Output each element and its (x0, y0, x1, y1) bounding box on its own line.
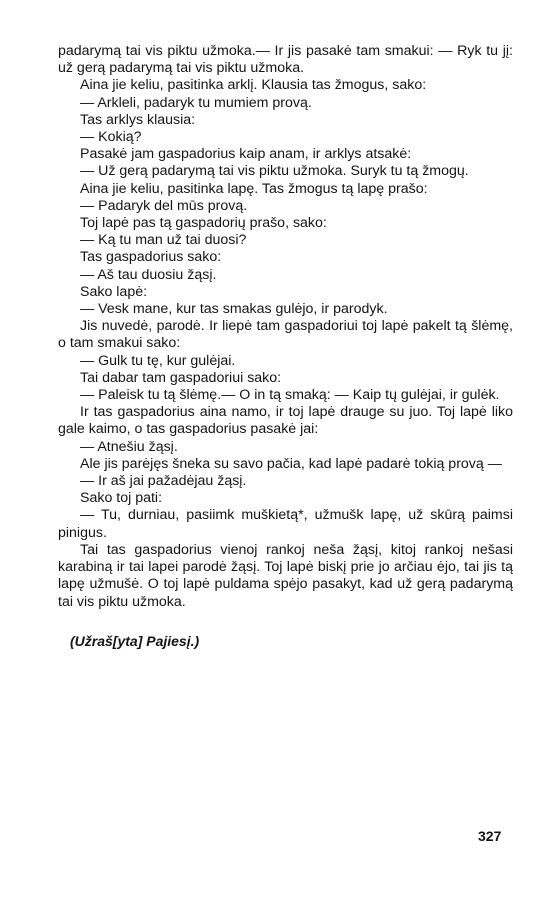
paragraph: Tas arklys klausia: (80, 111, 196, 128)
paragraph: Sako lapė: (80, 283, 148, 300)
paragraph: — Ir aš jai pažadėjau žąsį. (80, 473, 247, 490)
paragraph: — Tu, durniau, pasiimk muškietą*, užmušk lapę, už skūrą paimsi pinigus. (58, 507, 513, 541)
paragraph: Sako toj pati: (80, 490, 163, 507)
paragraph: — Kokią? (80, 129, 142, 146)
paragraph: — Aš tau duosiu žąsį. (80, 266, 217, 283)
paragraph: Tai tas gaspadorius vienoj rankoj neša žąsį, kitoj rankoj nešasi karabiną ir tai lapei parodė žąsį. Toj lapė biskį prie jo arčiau ėjo, tai jis tą lapę užmušė. O toj lapė puldama spėjo pasakyt, kad už gerą padarymą tai vis piktu užmoka. (58, 541, 513, 610)
paragraph: — Arkleli, padaryk tu mumiem provą. (80, 94, 312, 111)
paragraph: — Ką tu man už tai duosi? (80, 232, 247, 249)
paragraph: Aina jie keliu, pasitinka arklį. Klausia tas žmogus, sako: (80, 77, 427, 94)
paragraph: — Gulk tu tę, kur gulėjai. (80, 352, 236, 369)
paragraph: — Vesk mane, kur tas smakas gulėjo, ir parodyk. (80, 301, 388, 318)
paragraph: Pasakė jam gaspadorius kaip anam, ir arklys atsakė: (80, 146, 412, 163)
paragraph: — Už gerą padarymą tai vis piktu užmoka. Suryk tu tą žmogų. (80, 163, 469, 180)
paragraph: Toj lapė pas tą gaspadorių prašo, sako: (80, 215, 327, 232)
page-number: 327 (478, 828, 502, 844)
paragraph: Aina jie keliu, pasitinka lapę. Tas žmogus tą lapę prašo: (80, 180, 428, 197)
source-note: (Užraš[yta] Pajiesį.) (70, 632, 200, 649)
paragraph: — Padaryk del mūs provą. (80, 197, 248, 214)
paragraph: padarymą tai vis piktu užmoka.— Ir jis pasakė tam smakui: — Ryk tu jį: už gerą padarymą tai vis piktu užmoka. (58, 43, 513, 77)
page-text (58, 43, 513, 650)
paragraph: Tas gaspadorius sako: (80, 249, 222, 266)
paragraph: Jis nuvedė, parodė. Ir liepė tam gaspadoriui toj lapė pakelt tą šlėmę, o tam smakui sako: (58, 318, 513, 352)
paragraph: — Paleisk tu tą šlėmę.— O in tą smaką: — Kaip tų gulėjai, ir gulėk. (80, 387, 500, 404)
paragraph: Ir tas gaspadorius aina namo, ir toj lapė drauge su juo. Toj lapė liko gale kaimo, o tas gaspadorius pasakė jai: (58, 404, 513, 438)
paragraph: Tai dabar tam gaspadoriui sako: (80, 369, 282, 386)
paragraph: — Atnešiu žąsį. (80, 438, 178, 455)
paragraph: Ale jis parėjęs šneka su savo pačia, kad lapė padarė tokią provą — (80, 455, 502, 472)
